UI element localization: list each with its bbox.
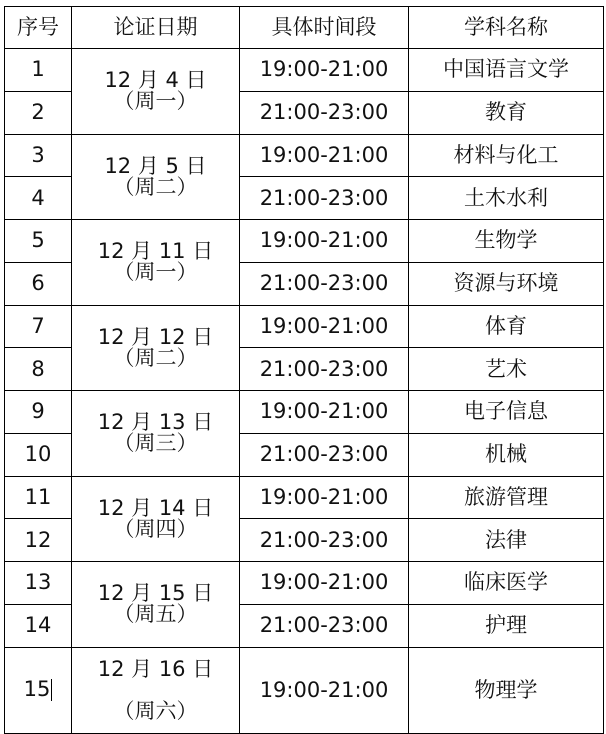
row-index: 12 [5, 519, 72, 562]
date-cell [72, 134, 240, 220]
row-index: 10 [5, 433, 72, 476]
subject-cell: 材料与化工 [409, 134, 604, 177]
date-text: 12 月 13 日 [97, 410, 214, 435]
weekday-text: （周二） [113, 174, 198, 199]
date-cell [72, 305, 240, 391]
date-cell [72, 476, 240, 562]
date-cell [72, 647, 240, 733]
row-index: 6 [5, 262, 72, 305]
row-index: 1 [5, 49, 72, 92]
row-index: 13 [5, 562, 72, 605]
time-cell: 19:00-21:00 [240, 647, 409, 733]
date-text: 12 月 12 日 [97, 324, 214, 349]
subject-cell: 中国语言文学 [409, 49, 604, 92]
time-cell: 21:00-23:00 [240, 262, 409, 305]
date-text: 12 月 4 日 [104, 68, 207, 93]
table-row [5, 305, 604, 348]
weekday-text: （周一） [113, 89, 198, 114]
subject-cell: 机械 [409, 433, 604, 476]
subject-cell: 旅游管理 [409, 476, 604, 519]
date-cell [72, 391, 240, 477]
weekday-text: （周六） [113, 699, 198, 723]
row-index: 15 [23, 677, 51, 701]
row-index: 11 [5, 476, 72, 519]
text-cursor [51, 679, 52, 701]
header-time: 具体时间段 [240, 7, 409, 49]
date-cell [72, 562, 240, 648]
date-text: 12 月 11 日 [97, 239, 214, 264]
date-text: 12 月 16 日 [97, 657, 214, 681]
row-index: 2 [5, 91, 72, 134]
subject-cell: 艺术 [409, 348, 604, 391]
subject-cell: 护理 [409, 604, 604, 647]
row-index: 8 [5, 348, 72, 391]
time-cell: 21:00-23:00 [240, 519, 409, 562]
row-index: 14 [5, 604, 72, 647]
date-cell [72, 220, 240, 306]
row-index: 3 [5, 134, 72, 177]
table-row [5, 49, 604, 92]
table-row [5, 134, 604, 177]
date-text: 12 月 5 日 [104, 153, 207, 178]
weekday-text: （周五） [113, 602, 198, 627]
subject-cell: 土木水利 [409, 177, 604, 220]
time-cell: 21:00-23:00 [240, 433, 409, 476]
subject-cell: 教育 [409, 91, 604, 134]
table-row [5, 647, 604, 733]
time-cell: 19:00-21:00 [240, 305, 409, 348]
date-cell [72, 49, 240, 135]
row-index-cell [5, 647, 72, 733]
time-cell: 21:00-23:00 [240, 91, 409, 134]
table-row [5, 220, 604, 263]
row-index: 5 [5, 220, 72, 263]
row-index: 7 [5, 305, 72, 348]
header-index: 序号 [5, 7, 72, 49]
time-cell: 19:00-21:00 [240, 49, 409, 92]
table-row [5, 391, 604, 434]
subject-cell: 物理学 [409, 647, 604, 733]
subject-cell: 法律 [409, 519, 604, 562]
time-cell: 21:00-23:00 [240, 604, 409, 647]
weekday-text: （周四） [113, 516, 198, 541]
table-row [5, 476, 604, 519]
row-index: 9 [5, 391, 72, 434]
weekday-text: （周一） [113, 260, 198, 285]
weekday-text: （周二） [113, 345, 198, 370]
time-cell: 19:00-21:00 [240, 562, 409, 605]
weekday-text: （周三） [113, 431, 198, 456]
time-cell: 19:00-21:00 [240, 476, 409, 519]
header-row [5, 7, 604, 49]
date-text: 12 月 14 日 [97, 495, 214, 520]
subject-cell: 电子信息 [409, 391, 604, 434]
row-index: 4 [5, 177, 72, 220]
time-cell: 21:00-23:00 [240, 348, 409, 391]
schedule-table [4, 6, 604, 734]
subject-cell: 资源与环境 [409, 262, 604, 305]
table-row [5, 562, 604, 605]
date-text: 12 月 15 日 [97, 581, 214, 606]
header-subject: 学科名称 [409, 7, 604, 49]
header-date: 论证日期 [72, 7, 240, 49]
time-cell: 19:00-21:00 [240, 134, 409, 177]
subject-cell: 临床医学 [409, 562, 604, 605]
time-cell: 21:00-23:00 [240, 177, 409, 220]
subject-cell: 生物学 [409, 220, 604, 263]
subject-cell: 体育 [409, 305, 604, 348]
time-cell: 19:00-21:00 [240, 220, 409, 263]
time-cell: 19:00-21:00 [240, 391, 409, 434]
